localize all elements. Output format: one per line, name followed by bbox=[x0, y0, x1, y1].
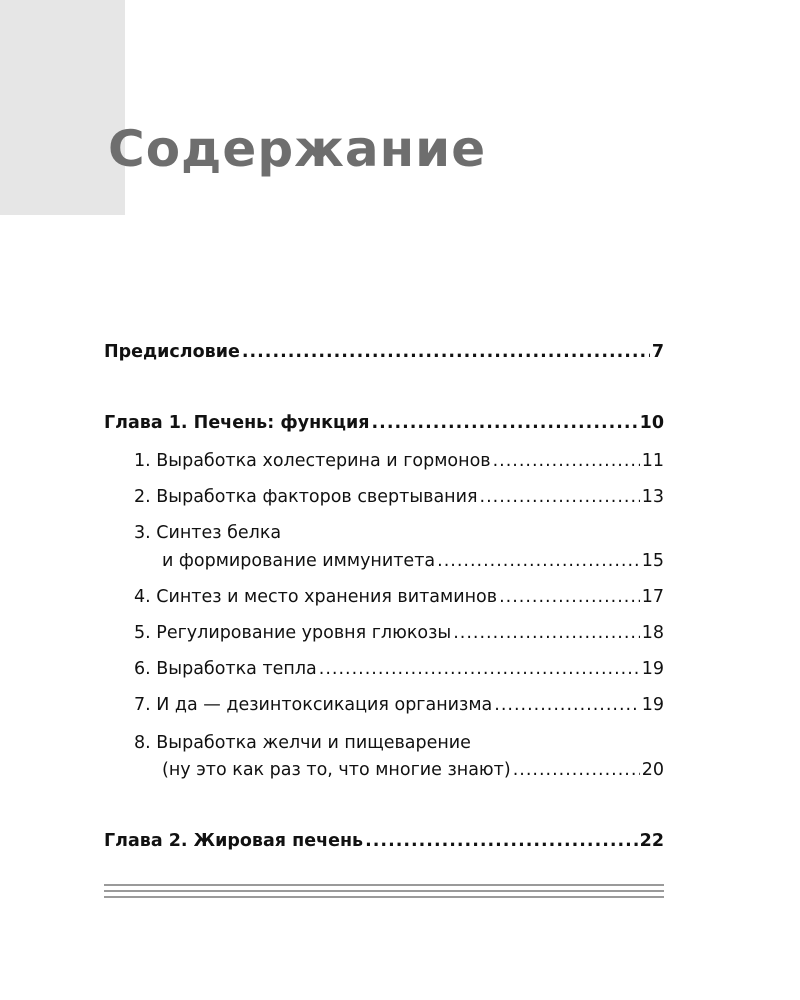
toc-entry-page: 20 bbox=[641, 760, 664, 780]
toc-entry-chapter-2[interactable] bbox=[104, 828, 664, 854]
toc-entry-label: 1. Выработка холестерина и гормонов bbox=[134, 451, 491, 471]
toc-entry-page: 18 bbox=[641, 623, 664, 643]
toc-entry-chapter-1[interactable] bbox=[104, 410, 664, 436]
toc-entry-page: 19 bbox=[641, 695, 664, 715]
toc-entry-1-2[interactable] bbox=[134, 484, 664, 510]
leader-dots bbox=[499, 584, 640, 610]
leader-dots bbox=[480, 484, 640, 510]
toc-entry-preface[interactable] bbox=[104, 339, 664, 365]
toc-entry-label: 5. Регулирование уровня глюкозы bbox=[134, 623, 452, 643]
leader-dots bbox=[494, 692, 639, 718]
toc-entry-page: 13 bbox=[641, 487, 664, 507]
toc-entry-label: Глава 2. Жировая печень bbox=[104, 831, 364, 851]
toc-entry-label: 4. Синтез и место хранения витаминов bbox=[134, 587, 498, 607]
toc-entry-label-line-1: 8. Выработка желчи и пищеварение bbox=[134, 733, 471, 753]
leader-dots bbox=[365, 828, 638, 854]
toc-entry-1-3[interactable] bbox=[134, 520, 664, 574]
toc-entry-1-5[interactable] bbox=[134, 620, 664, 646]
divider-line bbox=[104, 896, 664, 898]
toc-entry-label: 7. И да — дезинтоксикация организма bbox=[134, 695, 493, 715]
leader-dots bbox=[437, 548, 640, 574]
toc-entry-page: 22 bbox=[639, 831, 664, 851]
leader-dots bbox=[493, 448, 640, 474]
toc-entry-label: 6. Выработка тепла bbox=[134, 659, 317, 679]
toc-entry-label-line-1: 3. Синтез белка bbox=[134, 523, 282, 543]
toc-entry-1-7[interactable] bbox=[134, 692, 664, 718]
leader-dots bbox=[372, 410, 638, 436]
toc-entry-label: 2. Выработка факторов свертывания bbox=[134, 487, 478, 507]
toc-entry-page: 10 bbox=[639, 413, 664, 433]
toc-entry-page: 11 bbox=[641, 451, 664, 471]
toc-entry-page: 19 bbox=[641, 659, 664, 679]
toc-entry-label: Глава 1. Печень: функция bbox=[104, 413, 370, 433]
corner-decoration bbox=[0, 0, 125, 215]
leader-dots bbox=[513, 757, 640, 783]
toc-entry-label-line-2: и формирование иммунитета bbox=[162, 551, 436, 571]
leader-dots bbox=[242, 339, 650, 365]
toc-entry-1-4[interactable] bbox=[134, 584, 664, 610]
toc-entry-1-6[interactable] bbox=[134, 656, 664, 682]
toc-entry-1-1[interactable] bbox=[134, 448, 664, 474]
page-title: Содержание bbox=[108, 120, 487, 178]
toc-entry-label-line-2: (ну это как раз то, что многие знают) bbox=[162, 760, 511, 780]
toc-entry-page: 17 bbox=[641, 587, 664, 607]
toc-entry-1-8[interactable] bbox=[134, 730, 664, 783]
leader-dots bbox=[319, 656, 640, 682]
toc-entry-page: 15 bbox=[641, 551, 664, 571]
toc-entry-page: 7 bbox=[651, 342, 664, 362]
leader-dots bbox=[453, 620, 640, 646]
toc-entry-label: Предисловие bbox=[104, 342, 240, 362]
divider-line bbox=[104, 890, 664, 892]
divider-line bbox=[104, 884, 664, 886]
